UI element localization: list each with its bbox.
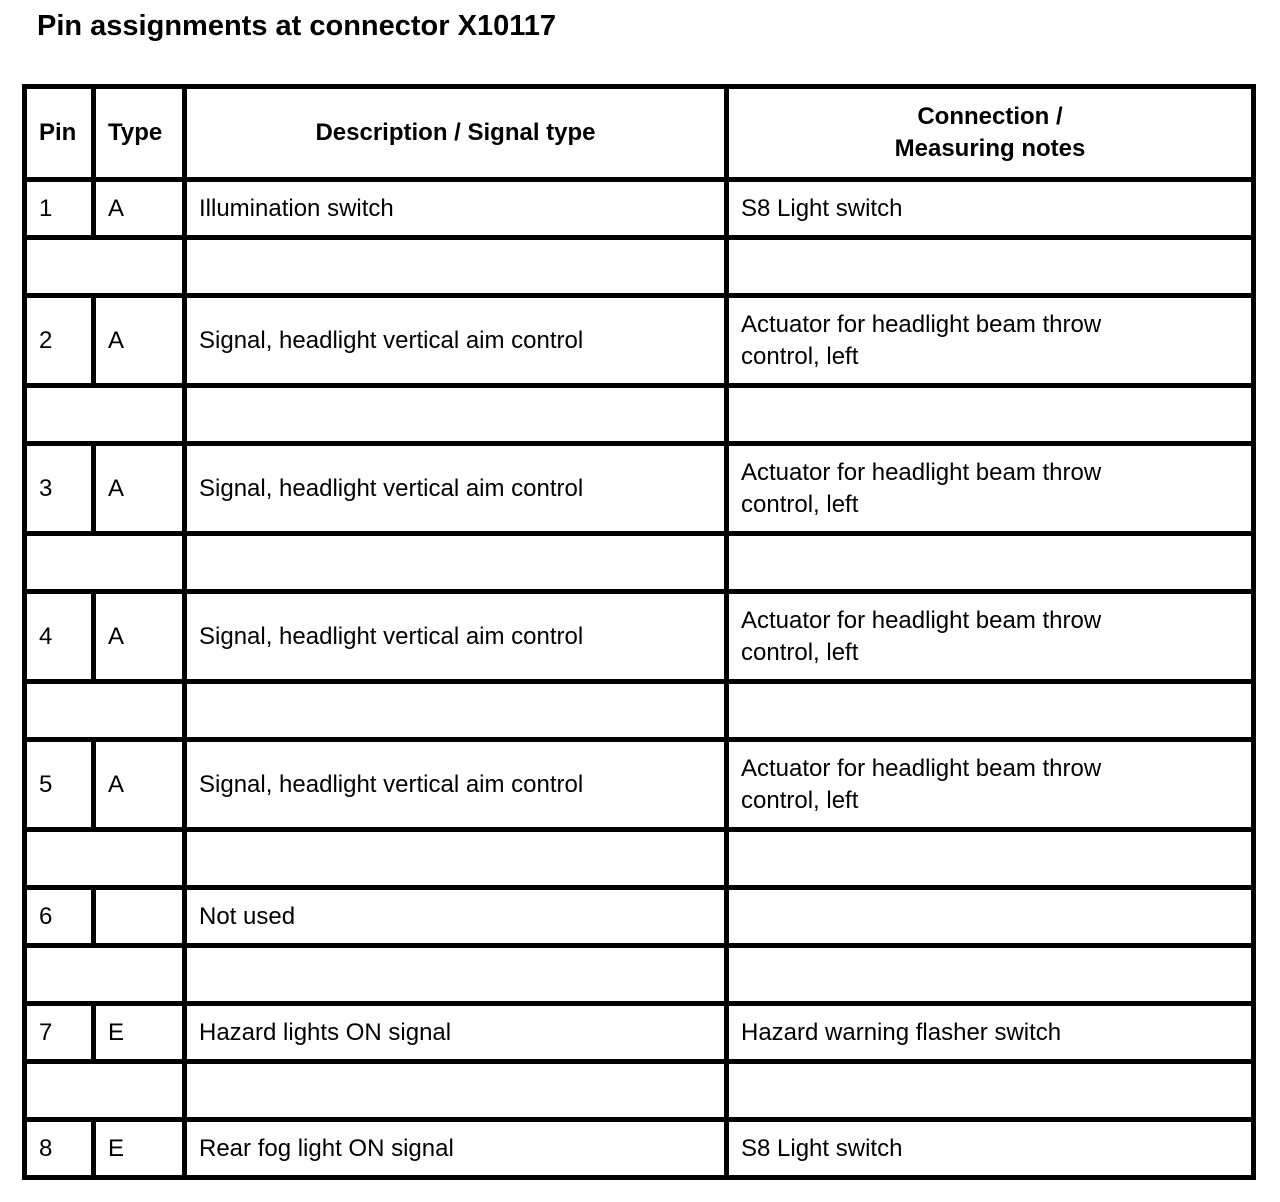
spacer-cell <box>25 238 185 296</box>
page-title: Pin assignments at connector X10117 <box>37 10 556 42</box>
table-row <box>25 296 1254 386</box>
spacer-row <box>25 830 1254 888</box>
cell-connection-line1: Actuator for headlight beam throw <box>741 310 1102 338</box>
cell-pin: 1 <box>25 180 94 238</box>
spacer-row <box>25 682 1254 740</box>
cell-type: A <box>94 444 185 534</box>
cell-description: Signal, headlight vertical aim control <box>185 740 727 830</box>
spacer-cell <box>25 946 185 1004</box>
spacer-cell <box>25 1062 185 1120</box>
cell-connection-line2: control, left <box>741 786 859 814</box>
cell-type: E <box>94 1004 185 1062</box>
table-row <box>25 1120 1254 1178</box>
cell-pin: 6 <box>25 888 94 946</box>
cell-pin: 2 <box>25 296 94 386</box>
spacer-row <box>25 238 1254 296</box>
cell-type: E <box>94 1120 185 1178</box>
spacer-row <box>25 1062 1254 1120</box>
spacer-cell <box>185 830 727 888</box>
cell-description: Signal, headlight vertical aim control <box>185 444 727 534</box>
cell-type: A <box>94 180 185 238</box>
cell-pin: 4 <box>25 592 94 682</box>
spacer-cell <box>25 830 185 888</box>
cell-pin: 3 <box>25 444 94 534</box>
pin-assignment-table <box>22 84 1256 1180</box>
header-pin: Pin <box>25 87 94 180</box>
cell-connection <box>727 444 1254 534</box>
spacer-cell <box>185 534 727 592</box>
table-row <box>25 180 1254 238</box>
cell-pin: 7 <box>25 1004 94 1062</box>
cell-connection-line1: Actuator for headlight beam throw <box>741 606 1102 634</box>
cell-description: Hazard lights ON signal <box>185 1004 727 1062</box>
spacer-cell <box>727 1062 1254 1120</box>
table-row <box>25 444 1254 534</box>
cell-connection-line2: control, left <box>741 638 859 666</box>
header-connection <box>727 87 1254 180</box>
cell-description: Illumination switch <box>185 180 727 238</box>
spacer-cell <box>727 534 1254 592</box>
cell-type: A <box>94 296 185 386</box>
header-connection-line1: Connection / <box>917 103 1063 130</box>
header-type: Type <box>94 87 185 180</box>
table-header-row <box>25 87 1254 180</box>
cell-connection <box>727 180 1254 238</box>
cell-description: Not used <box>185 888 727 946</box>
cell-connection <box>727 888 1254 946</box>
cell-description: Signal, headlight vertical aim control <box>185 296 727 386</box>
cell-connection-line2: control, left <box>741 490 859 518</box>
spacer-cell <box>185 238 727 296</box>
spacer-cell <box>727 386 1254 444</box>
cell-connection <box>727 296 1254 386</box>
spacer-cell <box>185 682 727 740</box>
spacer-cell <box>185 386 727 444</box>
spacer-cell <box>25 386 185 444</box>
spacer-cell <box>25 534 185 592</box>
spacer-cell <box>727 238 1254 296</box>
cell-description: Rear fog light ON signal <box>185 1120 727 1178</box>
cell-connection <box>727 740 1254 830</box>
cell-connection-line1: S8 Light switch <box>741 194 903 222</box>
spacer-row <box>25 946 1254 1004</box>
cell-pin: 8 <box>25 1120 94 1178</box>
header-connection-line2: Measuring notes <box>894 135 1086 162</box>
cell-type: A <box>94 740 185 830</box>
spacer-cell <box>185 1062 727 1120</box>
spacer-cell <box>727 830 1254 888</box>
table-row <box>25 1004 1254 1062</box>
header-description: Description / Signal type <box>185 87 727 180</box>
cell-type <box>94 888 185 946</box>
spacer-cell <box>727 682 1254 740</box>
spacer-cell <box>25 682 185 740</box>
spacer-row <box>25 386 1254 444</box>
table-row <box>25 740 1254 830</box>
table-row <box>25 592 1254 682</box>
cell-pin: 5 <box>25 740 94 830</box>
cell-connection: Hazard warning flasher switch <box>727 1004 1254 1062</box>
cell-connection-line1: Actuator for headlight beam throw <box>741 754 1102 782</box>
cell-connection-line1: Actuator for headlight beam throw <box>741 458 1102 486</box>
cell-connection <box>727 592 1254 682</box>
spacer-cell <box>185 946 727 1004</box>
cell-connection: S8 Light switch <box>727 1120 1254 1178</box>
cell-connection-line2: control, left <box>741 342 859 370</box>
spacer-row <box>25 534 1254 592</box>
spacer-cell <box>727 946 1254 1004</box>
cell-description: Signal, headlight vertical aim control <box>185 592 727 682</box>
table-row <box>25 888 1254 946</box>
cell-type: A <box>94 592 185 682</box>
